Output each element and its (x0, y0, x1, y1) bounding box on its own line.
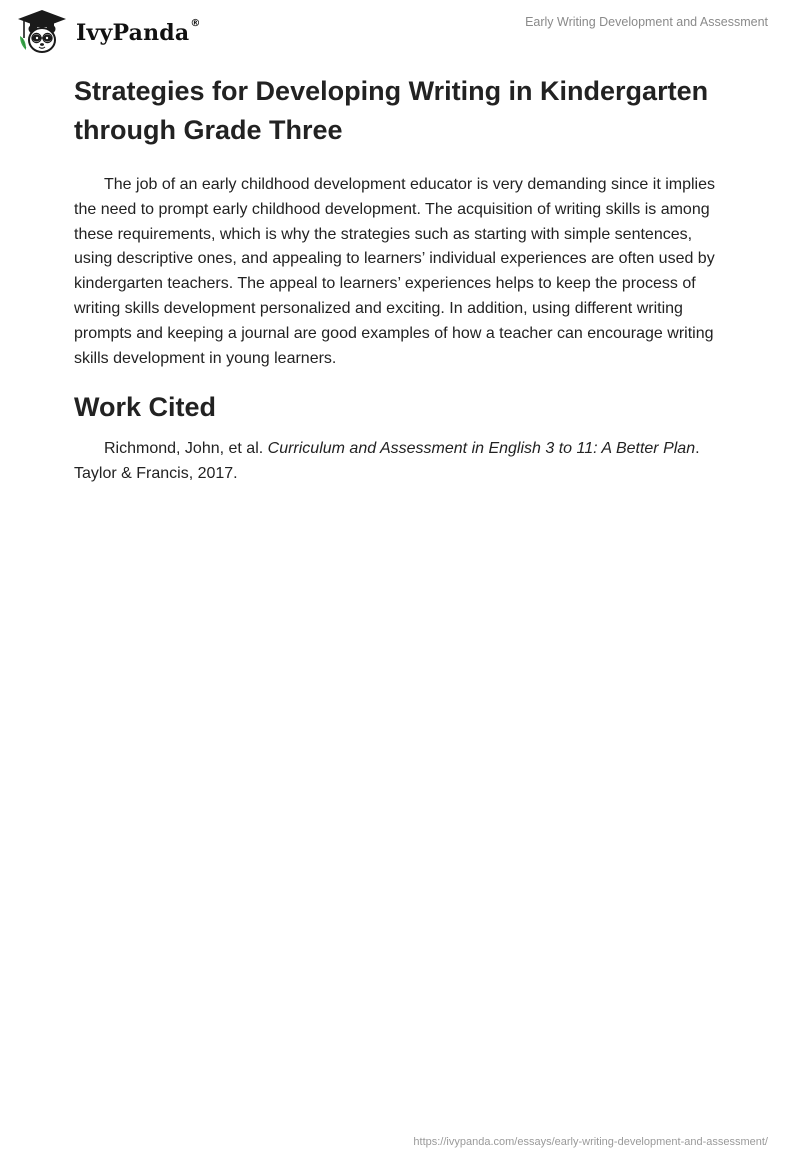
running-head: Early Writing Development and Assessment (525, 15, 768, 29)
citation-publisher: . Taylor & Francis, 2017. (74, 440, 700, 483)
page-header (0, 0, 800, 60)
citation-authors: Richmond, John, et al. (104, 440, 268, 458)
citation-entry (74, 437, 724, 487)
brand-name: IvyPanda® (76, 18, 201, 46)
panda-graduate-icon (14, 8, 70, 56)
works-cited-heading: Work Cited (74, 392, 217, 423)
brand-logo[interactable] (14, 8, 201, 56)
essay-content (74, 72, 724, 487)
body-paragraph: The job of an early childhood development educator is very demanding since it implies the need to prompt early childhood development. The acquisition of writing skills is among these requirements, which is why the strategies such as starting with simple sentences, using descriptive ones, and appealing to learners’ individual experiences are often used by kindergarten teachers. The appeal to learners’ experiences helps to keep the process of writing skills development personalized and exciting. In addition, using different writing prompts and keeping a journal are good examples of how a teacher can encourage writing skills development in young learners. (74, 176, 716, 367)
citation-title: Curriculum and Assessment in English 3 to 11: A Better Plan (267, 440, 696, 458)
section-title: Strategies for Developing Writing in Kindergarten through Grade Three (74, 76, 709, 145)
registered-mark: ® (190, 18, 201, 29)
source-url[interactable]: https://ivypanda.com/essays/early-writing-development-and-assessment/ (413, 1136, 768, 1148)
